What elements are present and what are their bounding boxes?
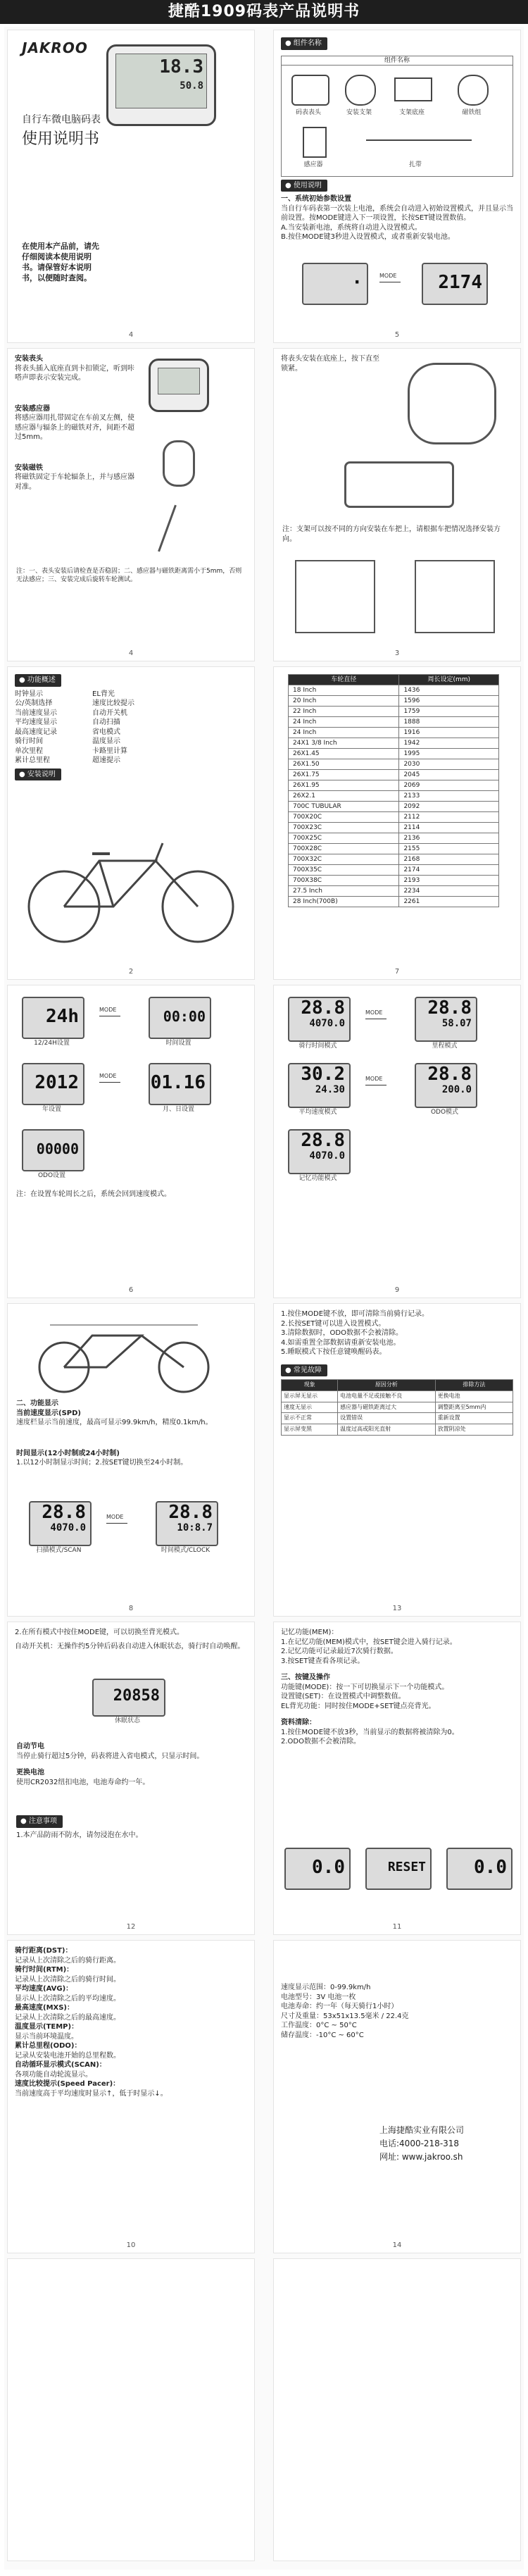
device-value: 50.8: [180, 80, 203, 92]
section-settings: ● 使用说明: [281, 180, 327, 192]
page-number: 12: [126, 1922, 136, 1931]
section-install: ● 安装说明: [15, 769, 61, 781]
page-number: 8: [128, 1604, 134, 1612]
device-screen: [115, 54, 207, 108]
part-label: 感应器: [303, 161, 323, 168]
fork-illustration: [158, 505, 177, 552]
install-title: 安装表头: [15, 355, 43, 363]
keys-title: 三、按键及操作: [281, 1674, 330, 1681]
clear-text: 2.ODO数据不会被清除。: [281, 1738, 360, 1746]
cover-subtitle: 自行车微电脑码表: [22, 114, 101, 125]
page-number: 5: [394, 330, 400, 339]
func-item: 省电模式: [92, 728, 120, 736]
spec-line: 尺寸及重量：53x51x13.5毫米 / 22.4克: [281, 2012, 409, 2020]
install-cont: 将表头安装在底座上，按下直至锁紧。: [281, 355, 379, 373]
page-mode-screens: [273, 985, 521, 1298]
bracket-illustration: [163, 440, 195, 487]
table-row: 18 Inch 1436: [289, 685, 499, 696]
page-install-2: [273, 348, 521, 661]
table-header: 车轮直径: [289, 675, 399, 685]
page-number: 10: [126, 2241, 136, 2249]
power-text: 2.在所有模式中按住MODE键，可以切换至背光模式。: [15, 1629, 184, 1636]
step-text: 3.清除数据时，ODO数据不会被清除。: [281, 1329, 403, 1337]
install-note: 注：一、表头安装后请检查是否稳固；二、感应器与磁铁距离需小于5mm，否则无法感应；三、安装完成后旋转车轮测试。: [16, 568, 242, 584]
lcd-screen: 28.8 4070.0: [288, 1129, 351, 1174]
func-title: 最高速度(MXS)：: [15, 2004, 75, 2012]
table-row: 24 Inch 1916: [289, 728, 499, 738]
table-row: 显示不正常 设置错误 重新设置: [282, 1413, 513, 1424]
lcd-label: ODO模式: [430, 1109, 459, 1116]
lcd-screen: 30.2 24.30: [288, 1063, 351, 1108]
page-functions: [7, 666, 255, 980]
table-row: 20 Inch 1596: [289, 696, 499, 707]
base-illustration: [344, 461, 454, 508]
func-title: 平均速度(AVG)：: [15, 1985, 73, 1993]
table-row: 700X32C 2168: [289, 854, 499, 865]
table-row: 700X35C 2174: [289, 865, 499, 876]
func-item: 温度显示: [92, 738, 120, 745]
company-name: 上海捷酷实业有限公司: [379, 2125, 465, 2135]
spec-line: 储存温度：-10°C ~ 60°C: [281, 2031, 364, 2039]
func-item: EL背光: [92, 690, 115, 698]
lcd-label: 扫描模式/SCAN: [36, 1547, 82, 1554]
table-header: 现象: [282, 1380, 338, 1391]
bicycle-speed-illustration: [29, 1318, 233, 1395]
company-phone: 电话:4000-218-318: [379, 2139, 460, 2149]
func-item: 卡路里计算: [92, 747, 127, 755]
section-parts: ● 组件名称: [281, 37, 327, 50]
func-item: 累计总里程: [15, 757, 50, 764]
cover-note: 在使用本产品前，请先仔细阅读本使用说明书。请保管好本说明书，以便随时查阅。: [22, 242, 99, 282]
page-time-settings: [7, 985, 255, 1298]
lcd-label: 骑行时间模式: [298, 1043, 337, 1050]
mode-arrow: MODE: [365, 1076, 386, 1085]
page-number: 7: [394, 967, 400, 976]
page-function-desc: [7, 1940, 255, 2253]
lcd-label: 年设置: [42, 1106, 61, 1113]
note-text: 1.本产品防雨不防水，请勿浸泡在水中。: [16, 1831, 143, 1839]
lcd-label: 12/24H设置: [34, 1040, 70, 1047]
mode-arrow: MODE: [106, 1514, 127, 1524]
func-item: 单次里程: [15, 747, 43, 755]
lcd-screen: 00000: [22, 1129, 84, 1171]
page-number: 14: [392, 2241, 402, 2249]
power-text: 当停止骑行超过5分钟，码表将进入省电模式，只显示时间。: [16, 1752, 204, 1760]
table-header: 排除方法: [435, 1380, 513, 1391]
page-number: 6: [128, 1286, 134, 1294]
clear-text: 1.按住MODE键不放3秒，当前显示的数据将被清除为0。: [281, 1728, 459, 1736]
lcd-label: 记忆功能模式: [298, 1175, 337, 1182]
wheel-table: [288, 674, 499, 907]
keys-text: 功能键(MODE)：按一下可切换显示下一个功能模式。: [281, 1683, 449, 1691]
page-install: [7, 348, 255, 661]
speed-text: 速度栏显示当前速度，最高可显示99.9km/h，精度0.1km/h。: [16, 1419, 213, 1426]
lcd-label: 月、日设置: [162, 1106, 194, 1113]
lcd-screen: 28.8 4070.0: [288, 997, 351, 1042]
table-row: 26X1.75 2045: [289, 770, 499, 780]
mount-direction-illustration: [415, 560, 495, 633]
step-text: 5.睡眠模式下按任意键唤醒码表。: [281, 1348, 386, 1356]
func-title: 速度比较提示(Speed Pacer)：: [15, 2080, 120, 2088]
table-row: 26X1.45 1995: [289, 749, 499, 759]
mode-arrow: MODE: [365, 1009, 386, 1019]
page-blank: [273, 2258, 521, 2561]
keys-text: 设置键(SET)：在设置模式中调整数值。: [281, 1693, 406, 1700]
lcd-screen: 28.8 58.07: [415, 997, 477, 1042]
device-illustration: [149, 359, 209, 412]
settings-head: 一、系统初始参数设置: [281, 195, 351, 203]
lcd-screen: 0.0: [284, 1848, 351, 1890]
func-text: 记录从上次清除之后的骑行时间。: [15, 1975, 120, 1984]
func-title: 自动循环显示模式(SCAN)：: [15, 2061, 106, 2069]
part-tie-icon: [366, 139, 472, 141]
part-label: 安装支架: [346, 108, 372, 116]
page-faults: [273, 1303, 521, 1617]
part-head-icon: [291, 75, 329, 106]
clock-text: 1.以12小时制显示时间；2.按SET键切换至24小时制。: [16, 1459, 188, 1467]
table-row: 700X38C 2193: [289, 876, 499, 886]
lcd-screen: 0.0: [446, 1848, 513, 1890]
section-faults: ● 常见故障: [281, 1364, 327, 1377]
section-functions: ● 功能概述: [15, 674, 61, 687]
table-row: 26X2.1 2133: [289, 791, 499, 802]
page-speed-clock: [7, 1303, 255, 1617]
battery-text: 使用CR2032纽扣电池，电池寿命约一年。: [16, 1778, 150, 1786]
settings-note: 注：在设置车轮周长之后，系统会回到速度模式。: [16, 1190, 171, 1198]
func-text: 显示当前环境温度。: [15, 2032, 78, 2041]
table-row: 22 Inch 1759: [289, 707, 499, 717]
fault-table: [281, 1379, 513, 1436]
settings-step: A.当安装新电池，系统将自动进入设置模式。: [281, 223, 422, 232]
func-title: 骑行距离(DST)：: [15, 1947, 73, 1955]
device-illustration: [106, 44, 216, 126]
table-row: 28 Inch(700B) 2261: [289, 897, 499, 907]
lcd-screen: 2012: [22, 1063, 84, 1105]
company-web[interactable]: 网址: www.jakroo.sh: [379, 2152, 463, 2163]
func-list-right: [92, 690, 170, 766]
page-number: 2: [128, 967, 134, 976]
part-label: 磁铁组: [462, 108, 482, 116]
manual-sheet: [4, 27, 524, 2570]
func-title: 温度显示(TEMP)：: [15, 2023, 79, 2031]
func-title: 骑行时间(RTM)：: [15, 1966, 74, 1974]
settings-step: B.按住MODE键3秒进入设置模式，或者重新安装电池。: [281, 233, 455, 241]
mode-arrow: MODE: [379, 273, 401, 282]
bicycle-illustration: [22, 829, 240, 949]
lcd-label: ODO设置: [37, 1172, 66, 1179]
power-text: 自动开关机：无操作约5分钟后码表自动进入休眠状态，骑行时自动唤醒。: [15, 1642, 245, 1650]
page-number: 13: [392, 1604, 402, 1612]
table-row: 700X25C 2136: [289, 833, 499, 844]
sensor-text: 将感应器用扎带固定在车前叉左侧，使感应器与辐条上的磁铁对齐，间距不超过5mm。: [15, 414, 134, 441]
speed-title: 二、功能显示: [16, 1400, 58, 1407]
lcd-screen: 20858: [92, 1679, 165, 1717]
page-number: 9: [394, 1286, 400, 1294]
banner-title: 捷酷1909码表产品说明书: [0, 0, 528, 24]
page-wheel-table: [273, 666, 521, 980]
lcd-screen: RESET: [365, 1848, 432, 1890]
spec-line: 电池寿命：约一年（每天骑行1小时）: [281, 2003, 398, 2010]
table-row: 26X1.95 2069: [289, 780, 499, 791]
device-speed: 18.3: [159, 56, 203, 77]
table-row: 显示屏变黑 温度过高或阳光直射 放置阴凉处: [282, 1424, 513, 1436]
page-specs: [273, 1940, 521, 2253]
table-row: 速度无显示 感应器与磁铁距离过大 调整距离至5mm内: [282, 1402, 513, 1413]
spec-line: 速度显示范围：0-99.9km/h: [281, 1984, 371, 1991]
page-number: 11: [392, 1922, 402, 1931]
install-note: 注：支架可以按不同的方向安装在车把上，请根据车把情况选择安装方向。: [282, 525, 501, 543]
section-notes: ● 注意事项: [16, 1815, 63, 1828]
install-text: 将表头插入底座直到卡扣锁定，听到咔嗒声即表示安装完成。: [15, 364, 134, 382]
part-label: 码表表头: [295, 108, 321, 116]
lcd-screen: 01.16: [149, 1063, 211, 1105]
table-row: 700X23C 2114: [289, 823, 499, 833]
func-item: 最高速度记录: [15, 728, 57, 736]
settings-text: 当自行车码表第一次装上电池，系统会自动进入初始设置模式，并且显示当前设置。按MODE键进入下一项设置，长按SET键设置数值。: [281, 204, 513, 222]
keys-text: EL背光功能：同时按住MODE+SET键点亮背光。: [281, 1702, 436, 1710]
part-magnet-icon: [458, 75, 489, 106]
part-sensor-icon: [303, 127, 327, 158]
lcd-screen: 24h: [22, 997, 84, 1039]
lcd-label: 时间模式/CLOCK: [161, 1547, 210, 1554]
step-text: 1.按住MODE键不放，即可清除当前骑行记录。: [281, 1310, 429, 1318]
table-row: 26X1.50 2030: [289, 759, 499, 770]
table-row: 显示屏无显示 电池电量不足或接触不良 更换电池: [282, 1390, 513, 1402]
func-text: 各项功能自动轮流显示。: [15, 2070, 92, 2079]
battery-title: 更换电池: [16, 1769, 44, 1777]
part-bracket-icon: [345, 75, 376, 106]
memory-text: 2.记忆功能可记录最近7次骑行数据。: [281, 1648, 398, 1655]
func-item: 公/英制选择: [15, 699, 53, 707]
step-text: 4.如需重置全部数据请重新安装电池。: [281, 1338, 401, 1347]
lcd-screen: 28.8 10:8.7: [156, 1501, 218, 1546]
page-blank: [7, 2258, 255, 2561]
lcd-label: 休眠状态: [114, 1717, 140, 1724]
memory-text: 记忆功能(MEM)：: [281, 1629, 339, 1636]
part-label: 扎带: [408, 161, 422, 168]
parts-box: [281, 56, 513, 177]
mode-arrow: MODE: [99, 1073, 120, 1083]
part-base-icon: [394, 77, 432, 101]
lcd-screen: ·: [302, 263, 368, 305]
lcd-screen: 28.8 200.0: [415, 1063, 477, 1108]
lcd-label: 里程模式: [432, 1043, 458, 1050]
mount-illustration: [408, 363, 496, 444]
table-row: 700X20C 2112: [289, 812, 499, 823]
lcd-screen: 2174: [422, 263, 488, 305]
magnet-text: 将磁铁固定于车轮辐条上，并与感应器对准。: [15, 473, 134, 491]
func-text: 记录从上次清除之后的骑行距离。: [15, 1956, 120, 1965]
page-number: 3: [394, 649, 400, 657]
func-item: 平均速度显示: [15, 718, 57, 726]
spec-line: 电池型号：3V 电池一枚: [281, 1993, 356, 2001]
part-label: 支架底座: [398, 108, 425, 116]
func-item: 骑行时间: [15, 738, 43, 745]
page-cover: [7, 30, 255, 343]
cover-title: 使用说明书: [22, 130, 100, 148]
brand-logo: JAKROO: [22, 39, 88, 56]
lcd-label: 时间设置: [165, 1040, 191, 1047]
func-item: 自动开关机: [92, 709, 127, 717]
magnet-title: 安装磁铁: [15, 463, 43, 472]
page-number: 4: [128, 649, 134, 657]
func-title: 累计总里程(ODO)：: [15, 2042, 82, 2050]
func-text: 显示从上次清除之后的平均速度。: [15, 1994, 120, 2003]
table-header: 原因分析: [338, 1380, 435, 1391]
table-row: 24X1 3/8 Inch 1942: [289, 738, 499, 749]
lcd-screen: 28.8 4070.0: [29, 1501, 92, 1546]
spec-line: 工作温度：0°C ~ 50°C: [281, 2022, 357, 2029]
table-row: 700C TUBULAR 2092: [289, 802, 499, 812]
mode-arrow: MODE: [99, 1007, 120, 1016]
func-item: 时钟显示: [15, 690, 43, 698]
lcd-screen: 00:00: [149, 997, 211, 1039]
page-memory: [273, 1622, 521, 1935]
func-item: 速度比较提示: [92, 699, 134, 707]
page-number: 4: [128, 330, 134, 339]
func-text: 记录从安装电池开始的总里程数。: [15, 2051, 120, 2060]
power-title: 自动节电: [16, 1743, 44, 1750]
page-power: [7, 1622, 255, 1935]
func-list-left: [15, 690, 92, 766]
func-item: 超速提示: [92, 757, 120, 764]
lcd-label: 平均速度模式: [298, 1109, 337, 1116]
clock-title: 时间显示(12小时制或24小时制): [16, 1449, 120, 1457]
sensor-title: 安装感应器: [15, 404, 50, 413]
speed-sub: 当前速度显示(SPD): [16, 1409, 81, 1417]
parts-header: 组件名称: [282, 56, 513, 66]
table-row: 700X28C 2155: [289, 844, 499, 854]
func-text: 当前速度高于平均速度时显示↑，低于时显示↓。: [15, 2089, 168, 2098]
memory-text: 1.在记忆功能(MEM)模式中，按SET键会进入骑行记录。: [281, 1638, 457, 1646]
mount-direction-illustration: [295, 560, 375, 633]
func-item: 自动扫描: [92, 718, 120, 726]
table-header: 周长设定(mm): [399, 675, 499, 685]
table-row: 24 Inch 1888: [289, 717, 499, 728]
step-text: 2.长按SET键可以进入设置模式。: [281, 1319, 386, 1328]
func-item: 当前速度显示: [15, 709, 57, 717]
table-row: 27.5 Inch 2234: [289, 886, 499, 897]
func-text: 记录从上次清除之后的最高速度。: [15, 2013, 120, 2022]
clear-title: 资料清除：: [281, 1719, 316, 1726]
memory-text: 3.按SET键查看各项记录。: [281, 1657, 365, 1665]
page-parts: [273, 30, 521, 343]
